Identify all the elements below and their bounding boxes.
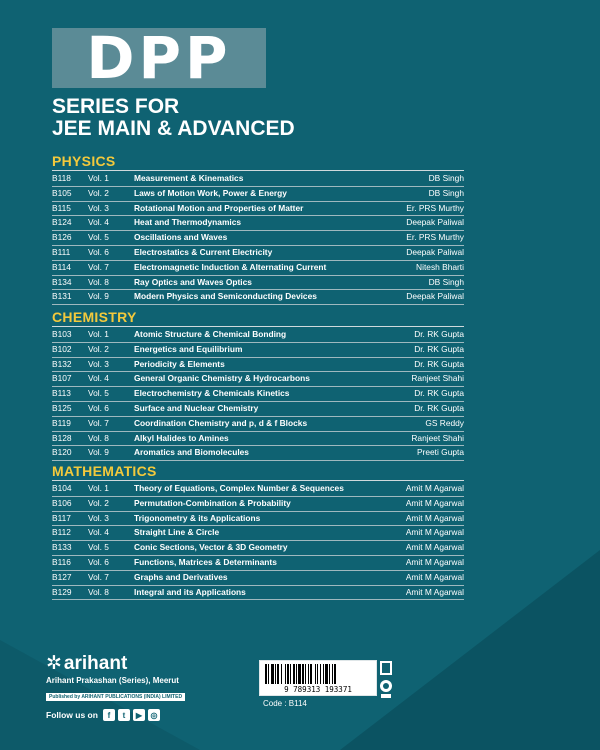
book-title-cell: Atomic Structure & Chemical Bonding: [134, 329, 287, 339]
facebook-icon[interactable]: f: [103, 709, 115, 721]
barcode-bar: [271, 664, 274, 684]
book-title-cell: Integral and its Applications: [134, 586, 246, 597]
author-cell: Dr. RK Gupta: [414, 358, 464, 369]
table-row: [52, 202, 464, 217]
book-code-cell: B105: [52, 187, 72, 198]
barcode: [259, 660, 377, 696]
book-title-cell: General Organic Chemistry & Hydrocarbons: [134, 373, 310, 384]
table-row: [52, 358, 464, 373]
table-row: [52, 343, 464, 358]
volume-cell: Vol. 6: [88, 556, 109, 567]
youtube-icon[interactable]: ▶: [133, 709, 145, 721]
book-code-cell: B117: [52, 512, 71, 523]
author-cell: GS Reddy: [425, 417, 464, 428]
barcode-bar: [281, 664, 282, 684]
book-code-cell: B134: [52, 276, 72, 287]
section-divider: [52, 170, 464, 171]
author-cell: Deepak Paliwal: [406, 291, 464, 302]
table-row: [52, 432, 464, 447]
table-row: [52, 387, 464, 402]
volume-cell: Vol. 6: [88, 246, 109, 257]
book-title-cell: Permutation-Combination & Probability: [134, 497, 291, 508]
book-title-cell: Theory of Equations, Complex Number & Sequences: [134, 483, 344, 493]
author-cell: Deepak Paliwal: [406, 246, 464, 257]
author-cell: Amit M Agarwal: [405, 527, 464, 538]
author-cell: Nitesh Bharti: [416, 261, 464, 272]
book-title-cell: Conic Sections, Vector & 3D Geometry: [134, 542, 288, 553]
barcode-bar: [317, 664, 318, 684]
book-code-cell: B118: [52, 173, 71, 183]
book-code-cell: B111: [52, 246, 71, 257]
brand-logo: [46, 654, 246, 673]
table-row: [52, 372, 464, 387]
section-divider: [52, 480, 464, 481]
book-code-cell: B129: [52, 586, 72, 597]
barcode-bar: [296, 664, 297, 684]
book-code-cell: B128: [52, 432, 72, 443]
volume-cell: Vol. 9: [88, 291, 109, 302]
barcode-bar: [285, 664, 286, 684]
table-row: [52, 541, 464, 556]
book-title-cell: Modern Physics and Semiconducting Devices: [134, 291, 317, 302]
table-row: [52, 586, 464, 601]
author-cell: Dr. RK Gupta: [414, 402, 464, 413]
author-cell: Amit M Agarwal: [405, 556, 464, 567]
table-row: [52, 556, 464, 571]
publisher-footer: [46, 654, 246, 721]
volume-cell: Vol. 5: [88, 388, 109, 399]
barcode-bar: [290, 664, 291, 684]
book-title-cell: Alkyl Halides to Amines: [134, 432, 229, 443]
volume-cell: Vol. 7: [88, 417, 109, 428]
barcode-bar: [265, 664, 267, 684]
barcode-bar: [305, 664, 306, 684]
table-row: [52, 216, 464, 231]
book-title-cell: Coordination Chemistry and p, d & f Blocks: [134, 417, 308, 428]
volume-cell: Vol. 8: [88, 276, 109, 287]
book-code-cell: B104: [52, 483, 72, 493]
book-code-cell: B113: [52, 388, 71, 399]
book-title-cell: Energetics and Equilibrium: [134, 343, 243, 354]
book-title-cell: Trigonometry & its Applications: [134, 512, 261, 523]
book-code-cell: B132: [52, 358, 72, 369]
author-cell: Amit M Agarwal: [405, 542, 464, 553]
barcode-bar: [332, 664, 333, 684]
published-by-line: Published by ARIHANT PUBLICATIONS (INDIA) LIMITED: [46, 693, 185, 701]
barcode-bar: [315, 664, 316, 684]
volume-cell: Vol. 2: [88, 497, 109, 508]
section-title: PHYSICS: [52, 153, 116, 169]
author-cell: DB Singh: [428, 187, 464, 198]
book-title-cell: Heat and Thermodynamics: [134, 217, 242, 228]
dpp-logo-text: DPP: [86, 24, 232, 92]
isbn-number: 9 789313 193371: [284, 685, 352, 694]
barcode-bar: [268, 664, 269, 684]
table-row: [52, 571, 464, 586]
book-title-cell: Rotational Motion and Properties of Matter: [134, 202, 304, 213]
table-row: [52, 328, 464, 343]
chemistry-section: [52, 308, 464, 461]
volume-cell: Vol. 4: [88, 217, 109, 228]
book-title-cell: Ray Optics and Waves Optics: [134, 276, 252, 287]
book-title-cell: Surface and Nuclear Chemistry: [134, 402, 259, 413]
author-cell: Preeti Gupta: [416, 447, 464, 458]
table-row: [52, 512, 464, 527]
author-cell: Ranjeet Shahi: [411, 432, 464, 443]
volume-cell: Vol. 2: [88, 187, 109, 198]
book-title-cell: Electromagnetic Induction & Alternating Current: [134, 261, 327, 272]
book-code-cell: B133: [52, 542, 72, 553]
book-title-cell: Straight Line & Circle: [134, 527, 220, 538]
author-cell: DB Singh: [428, 173, 464, 183]
volume-cell: Vol. 8: [88, 586, 109, 597]
series-title-line-1: SERIES FOR: [52, 95, 180, 118]
book-code-cell: B115: [52, 202, 71, 213]
volume-cell: Vol. 1: [88, 173, 109, 183]
table-row: [52, 187, 464, 202]
barcode-bar: [310, 664, 312, 684]
volume-cell: Vol. 3: [88, 202, 109, 213]
instagram-icon[interactable]: ◎: [148, 709, 160, 721]
book-code-cell: B120: [52, 447, 72, 458]
dpp-logo: [52, 24, 266, 92]
table-row: [52, 246, 464, 261]
follow-us-row: [46, 709, 246, 721]
author-cell: Er. PRS Murthy: [406, 232, 464, 243]
volume-cell: Vol. 3: [88, 358, 109, 369]
author-cell: Dr. RK Gupta: [414, 388, 464, 399]
barcode-bars: [265, 664, 371, 684]
book-code-cell: B114: [52, 261, 71, 272]
volume-cell: Vol. 3: [88, 512, 109, 523]
barcode-bar: [293, 664, 295, 684]
arihant-star-logo-icon: ✲: [46, 653, 62, 674]
physics-section: [52, 152, 464, 305]
book-code-cell: B131: [52, 291, 72, 302]
barcode-bar: [298, 664, 301, 684]
book-code-cell: B112: [52, 527, 71, 538]
publisher-line: Arihant Prakashan (Series), Meerut: [46, 676, 179, 685]
book-title-cell: Oscillations and Waves: [134, 232, 228, 243]
twitter-icon[interactable]: t: [118, 709, 130, 721]
barcode-bar: [329, 664, 330, 684]
author-cell: Amit M Agarwal: [405, 483, 464, 493]
author-cell: Dr. RK Gupta: [414, 329, 464, 339]
series-title-line-2: JEE MAIN & ADVANCED: [52, 117, 295, 140]
volume-cell: Vol. 2: [88, 343, 109, 354]
barcode-bar: [302, 664, 304, 684]
volume-cell: Vol. 5: [88, 232, 109, 243]
barcode-bar: [308, 664, 309, 684]
volume-cell: Vol. 1: [88, 483, 109, 493]
volume-cell: Vol. 8: [88, 432, 109, 443]
book-code-cell: B107: [52, 373, 72, 384]
author-cell: DB Singh: [428, 276, 464, 287]
author-cell: Ranjeet Shahi: [411, 373, 464, 384]
barcode-bar: [325, 664, 328, 684]
author-cell: Amit M Agarwal: [405, 497, 464, 508]
book-code-cell: B126: [52, 232, 72, 243]
author-cell: Amit M Agarwal: [405, 586, 464, 597]
volume-cell: Vol. 7: [88, 571, 109, 582]
book-code-cell: B106: [52, 497, 72, 508]
author-cell: Amit M Agarwal: [405, 571, 464, 582]
mathematics-section: [52, 462, 464, 600]
table-row: [52, 482, 464, 497]
table-row: [52, 526, 464, 541]
barcode-bar: [320, 664, 321, 684]
barcode-bar: [287, 664, 289, 684]
table-row: [52, 261, 464, 276]
table-row: [52, 231, 464, 246]
author-cell: Dr. RK Gupta: [414, 343, 464, 354]
barcode-bar: [277, 664, 279, 684]
table-row: [52, 417, 464, 432]
book-title-cell: Electrostatics & Current Electricity: [134, 246, 273, 257]
volume-cell: Vol. 9: [88, 447, 109, 458]
volume-cell: Vol. 1: [88, 329, 109, 339]
follow-label: Follow us on: [46, 710, 98, 720]
book-code-cell: B124: [52, 217, 72, 228]
author-cell: Er. PRS Murthy: [406, 202, 464, 213]
book-title-cell: Aromatics and Biomolecules: [134, 447, 249, 458]
book-code: Code : B114: [263, 699, 307, 708]
section-title: CHEMISTRY: [52, 309, 137, 325]
book-code-cell: B125: [52, 402, 72, 413]
series-title: [52, 96, 382, 140]
volume-cell: Vol. 4: [88, 373, 109, 384]
book-code-cell: B127: [52, 571, 72, 582]
brand-name: arihant: [63, 653, 128, 674]
section-divider: [52, 326, 464, 327]
volume-cell: Vol. 6: [88, 402, 109, 413]
table-row: [52, 446, 464, 461]
barcode-bar: [275, 664, 276, 684]
book-code-cell: B103: [52, 329, 72, 339]
book-code-cell: B119: [52, 417, 71, 428]
volume-cell: Vol. 4: [88, 527, 109, 538]
book-title-cell: Electrochemistry & Chemicals Kinetics: [134, 388, 290, 399]
barcode-bar: [334, 664, 336, 684]
certification-seal-icon: [379, 660, 393, 700]
book-title-cell: Laws of Motion Work, Power & Energy: [134, 187, 287, 198]
book-title-cell: Periodicity & Elements: [134, 358, 225, 369]
book-code-cell: B116: [52, 556, 71, 567]
table-row: [52, 172, 464, 187]
table-row: [52, 290, 464, 305]
book-title-cell: Functions, Matrices & Determinants: [134, 556, 277, 567]
table-row: [52, 402, 464, 417]
table-row: [52, 497, 464, 512]
book-title-cell: Graphs and Derivatives: [134, 571, 228, 582]
volume-cell: Vol. 7: [88, 261, 109, 272]
book-title-cell: Measurement & Kinematics: [134, 173, 244, 183]
author-cell: Deepak Paliwal: [406, 217, 464, 228]
book-code-cell: B102: [52, 343, 72, 354]
section-title: MATHEMATICS: [52, 463, 157, 479]
volume-cell: Vol. 5: [88, 542, 109, 553]
barcode-bar: [323, 664, 324, 684]
table-row: [52, 276, 464, 291]
author-cell: Amit M Agarwal: [405, 512, 464, 523]
